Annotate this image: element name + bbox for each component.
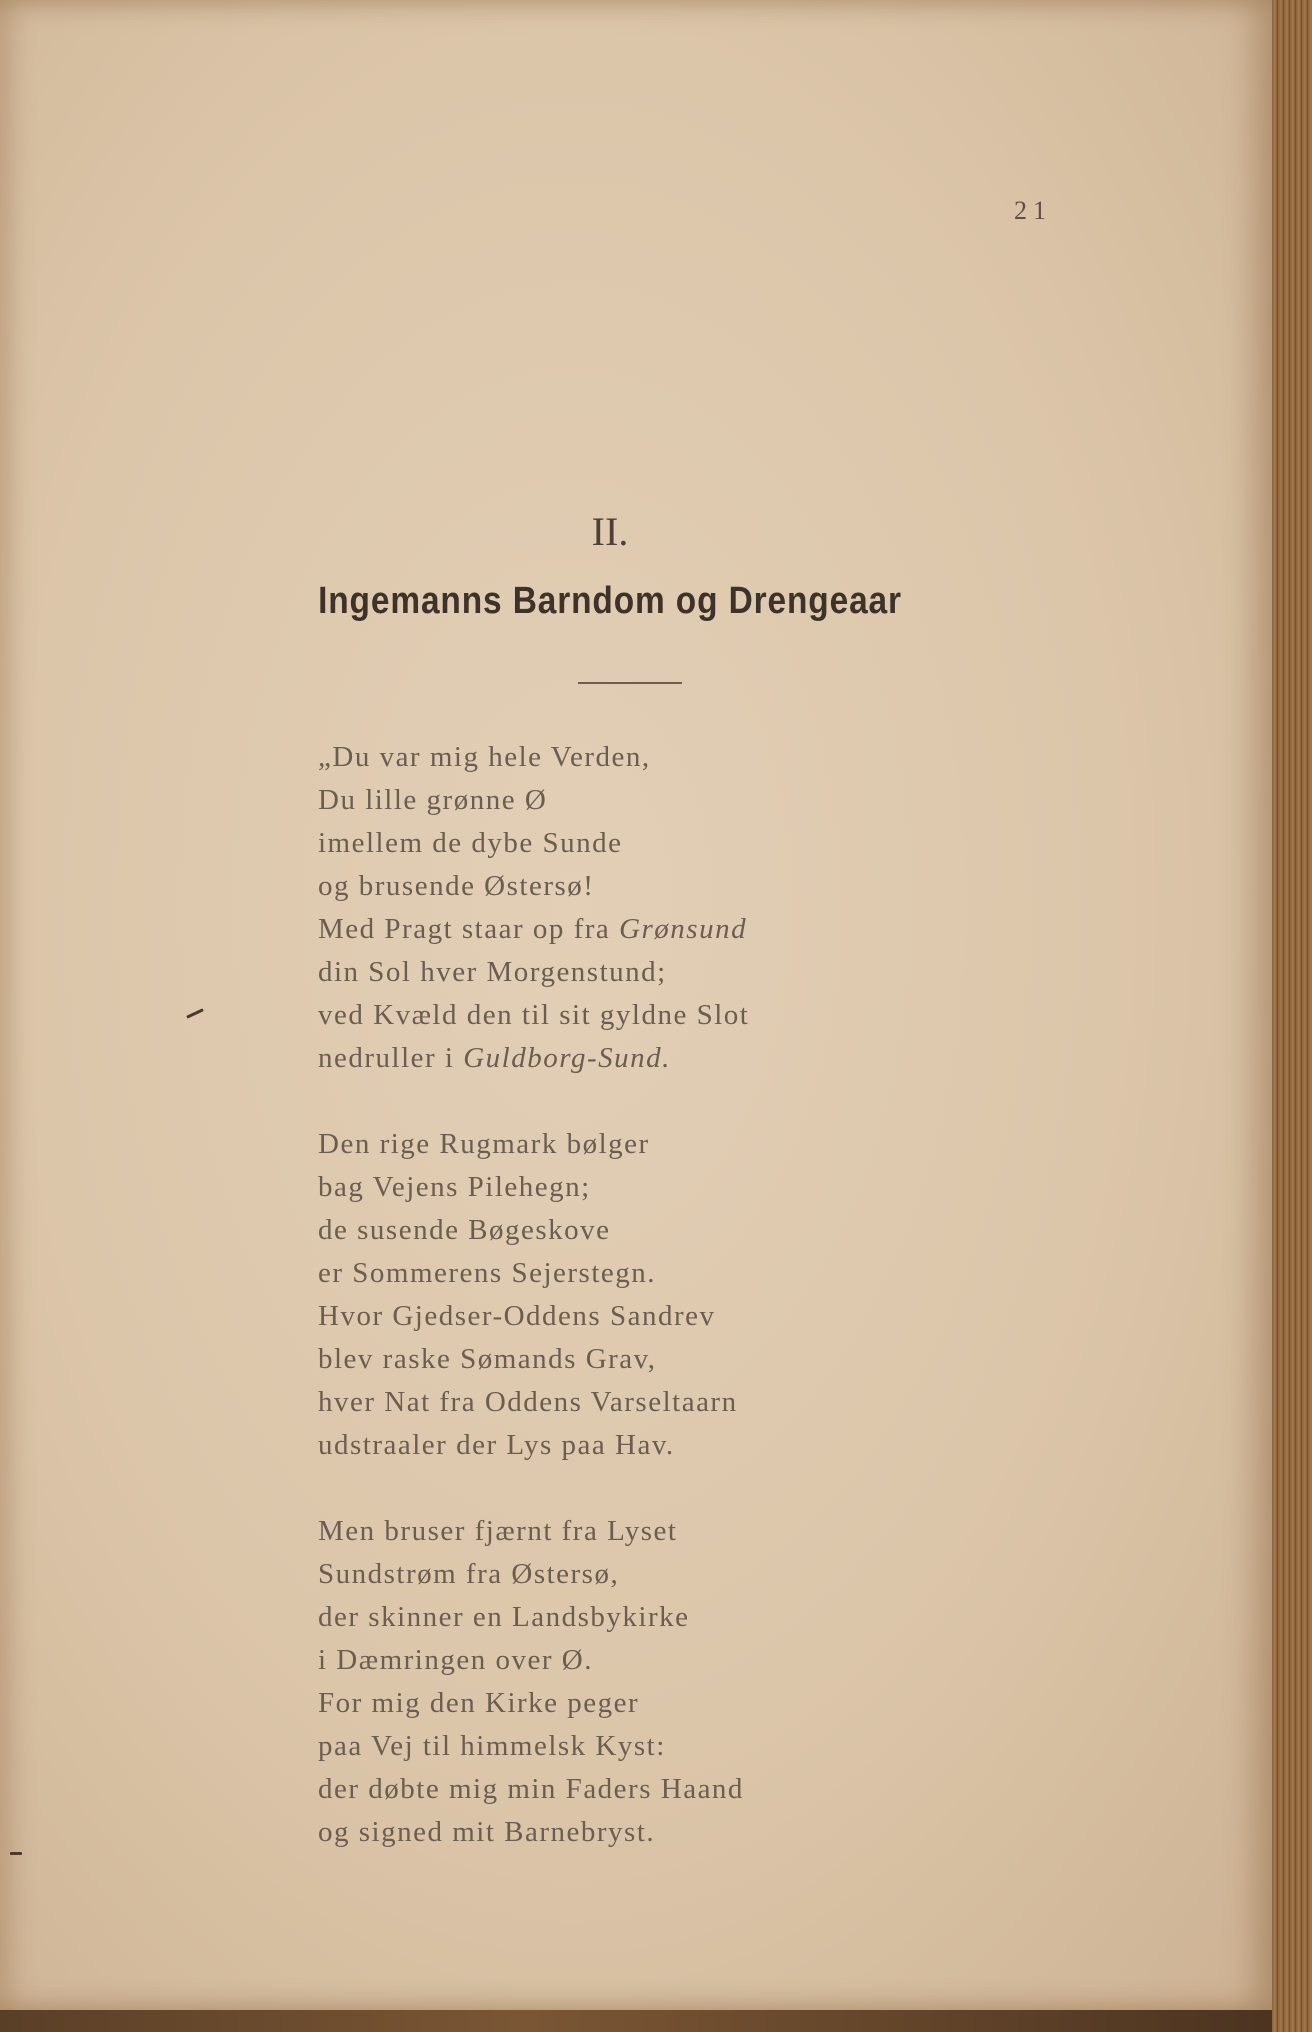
- poem-line: i Dæmringen over Ø.: [318, 1644, 593, 1676]
- italic-place-name: Guldborg-Sund.: [463, 1042, 671, 1074]
- poem-line: Du lille grønne Ø: [318, 784, 548, 816]
- poem-line: paa Vej til himmelsk Kyst:: [318, 1730, 666, 1762]
- divider-rule: [578, 682, 682, 684]
- stanza-2: [318, 1123, 749, 1467]
- poem-line: de susende Bøgeskove: [318, 1214, 611, 1246]
- chapter-numeral: II.: [591, 509, 629, 554]
- poem-line: hver Nat fra Oddens Varseltaarn: [318, 1386, 738, 1418]
- poem-line: Men bruser fjærnt fra Lyset: [318, 1515, 678, 1547]
- poem-line: er Sommerens Sejerstegn.: [318, 1257, 657, 1289]
- pencil-mark: [10, 1852, 22, 1855]
- chapter-title: Ingemanns Barndom og Drengeaar: [318, 580, 902, 622]
- page-edge: [1272, 0, 1312, 2032]
- italic-place-name: Grønsund: [619, 913, 748, 945]
- poem-line: nedruller i Guldborg-Sund.: [318, 1042, 671, 1074]
- poem-line: Den rige Rugmark bølger: [318, 1128, 650, 1160]
- stanza-3: [318, 1510, 749, 1854]
- poem-line: og brusende Østersø!: [318, 870, 595, 902]
- poem-line: „Du var mig hele Verden,: [318, 741, 651, 773]
- page-number: 21: [1014, 196, 1052, 225]
- pencil-mark: [186, 1008, 204, 1018]
- poem-line: din Sol hver Morgenstund;: [318, 956, 667, 988]
- poem-line: udstraaler der Lys paa Hav.: [318, 1429, 675, 1461]
- poem-line: Sundstrøm fra Østersø,: [318, 1558, 620, 1590]
- poem-line: imellem de dybe Sunde: [318, 827, 623, 859]
- poem-line: ved Kvæld den til sit gyldne Slot: [318, 999, 750, 1031]
- poem-line: For mig den Kirke peger: [318, 1687, 640, 1719]
- poem-line: der skinner en Landsbykirke: [318, 1601, 690, 1633]
- poem-line: der døbte mig min Faders Haand: [318, 1773, 744, 1805]
- poem-line: Med Pragt staar op fra Grønsund: [318, 913, 748, 945]
- poem-line: blev raske Sømands Grav,: [318, 1343, 657, 1375]
- poem-line: bag Vejens Pilehegn;: [318, 1171, 591, 1203]
- poem-line: Hvor Gjedser-Oddens Sandrev: [318, 1300, 716, 1332]
- stanza-1: [318, 736, 749, 1080]
- poem-line: og signed mit Barnebryst.: [318, 1816, 656, 1848]
- poem: [318, 736, 749, 1897]
